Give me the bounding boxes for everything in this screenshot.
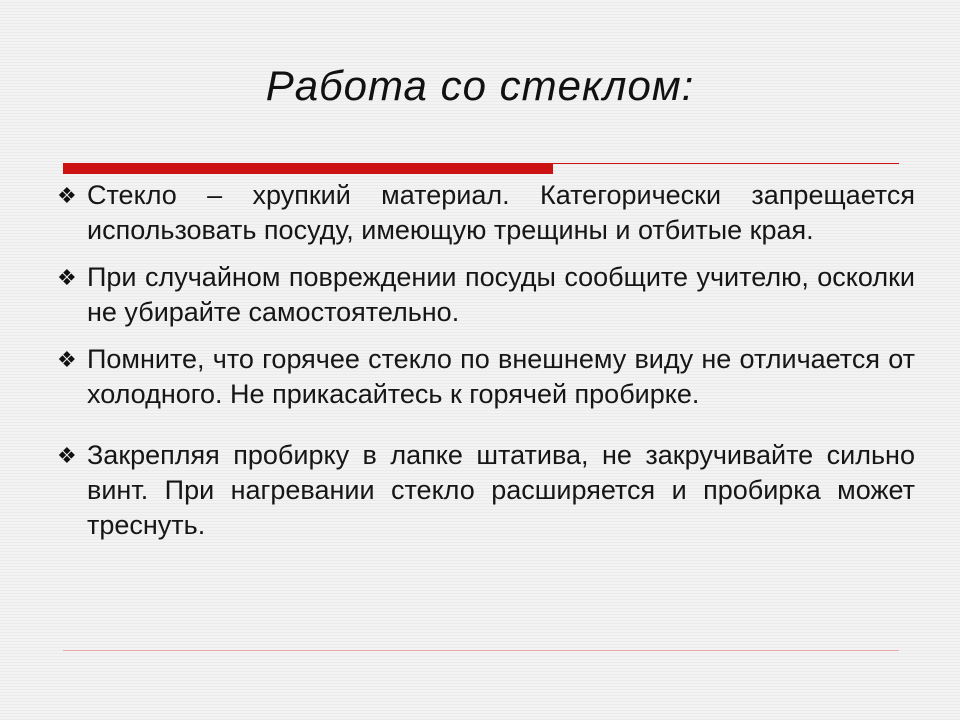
- bullet-text: При случайном повреждении посуды сообщите учителю, осколки не убирайте самостоятельно.: [87, 262, 915, 327]
- bullet-text: Стекло – хрупкий материал. Категорически запрещается использовать посуду, имеющую трещины и отбитые края.: [87, 180, 915, 245]
- diamond-bullet-icon: ❖: [57, 443, 77, 468]
- list-item: [57, 438, 915, 543]
- bullet-list: [57, 178, 915, 555]
- diamond-bullet-icon: ❖: [57, 265, 77, 290]
- title-divider-thin: [553, 163, 899, 164]
- diamond-bullet-icon: ❖: [57, 183, 77, 208]
- footer-divider: [63, 650, 899, 651]
- diamond-bullet-icon: ❖: [57, 347, 77, 372]
- bullet-text: Помните, что горячее стекло по внешнему виду не отличается от холодного. Не прикасайтесь к горячей пробирке.: [87, 344, 915, 409]
- bullet-text: Закрепляя пробирку в лапке штатива, не закручивайте сильно винт. При нагревании стекло расширяется и пробирка может треснуть.: [87, 440, 915, 540]
- list-item: [57, 260, 915, 330]
- list-item: [57, 342, 915, 412]
- slide-title: Работа со стеклом:: [265, 62, 695, 109]
- title-divider: [63, 163, 899, 177]
- title-divider-thick: [63, 163, 553, 174]
- list-item: [57, 178, 915, 248]
